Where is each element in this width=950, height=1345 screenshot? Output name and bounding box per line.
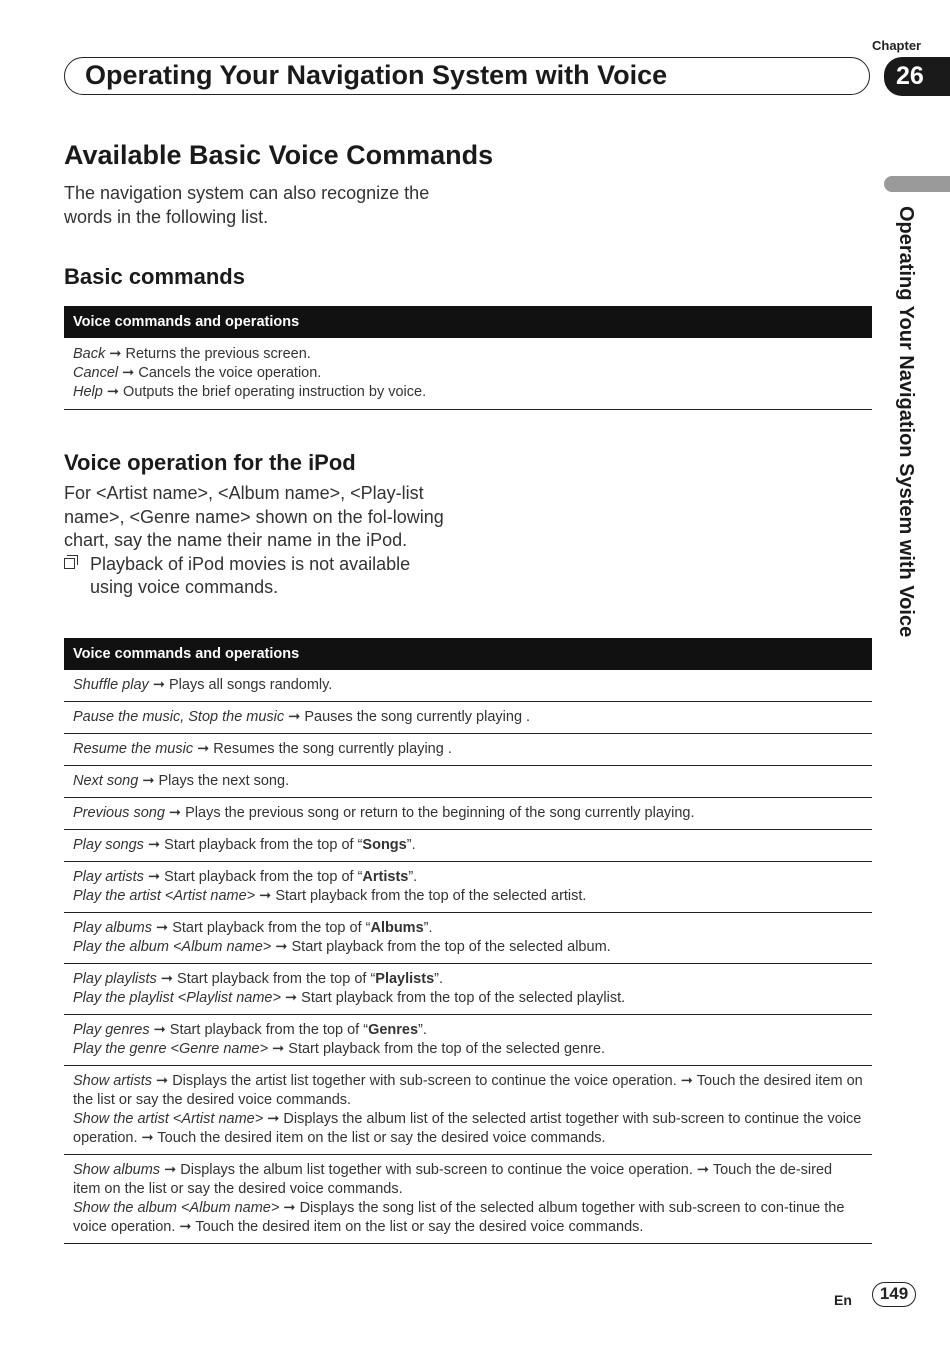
chapter-title-banner: Operating Your Navigation System with Voice [64,57,870,95]
command-line [73,887,863,906]
command-description: Start playback from the top of the selected genre. [288,1041,606,1057]
arrow-icon: ➞ [122,365,135,381]
arrow-icon: ➞ [164,1162,177,1178]
table-row [64,734,872,766]
command-name: Show albums [73,1162,161,1178]
arrow-icon: ➞ [156,1073,169,1089]
command-name: Resume the music [73,741,194,757]
note-text: Playback of iPod movies is not available using voice commands. [90,553,411,598]
command-line [73,676,863,695]
command-description: Plays the previous song or return to the beginning of the song currently playing. [185,805,695,821]
table-row [64,702,872,734]
command-line [73,989,863,1008]
basic-commands-table [64,306,872,410]
table-row [64,670,872,702]
table-row [64,1066,872,1155]
ipod-intro-block [64,482,454,600]
arrow-icon: ➞ [267,1111,280,1127]
command-line [73,868,863,887]
arrow-icon: ➞ [142,773,155,789]
menu-name-bold: Songs [362,837,407,853]
table-header: Voice commands and operations [64,306,872,338]
command-description: Start playback from the top of “ [164,837,363,853]
command-name: Play albums [73,920,152,936]
arrow-icon: ➞ [152,677,165,693]
arrow-icon: ➞ [275,939,288,955]
language-label: En [834,1292,852,1308]
command-name: Help [73,384,103,400]
command-name: Back [73,346,106,362]
command-description: Start playback from the top of the selected album. [291,939,611,955]
command-line [73,1021,863,1040]
command-name: Previous song [73,805,165,821]
command-description: Plays the next song. [158,773,290,789]
table-row [64,338,872,410]
command-line [73,804,863,823]
description-suffix: ”. [406,837,416,853]
arrow-icon: ➞ [156,920,169,936]
command-line [73,970,863,989]
command-description: Plays all songs randomly. [169,677,333,693]
command-line [73,740,863,759]
section-title: Available Basic Voice Commands [64,140,494,170]
table-row [64,1015,872,1066]
command-name: Play the album <Album name> [73,939,272,955]
section-intro: The navigation system can also recognize the words in the following list. [64,183,430,227]
arrow-icon: ➞ [147,837,161,853]
arrow-icon: ➞ [147,869,161,885]
table-row [64,913,872,964]
command-name: Play the playlist <Playlist name> [73,990,281,1006]
command-name: Play songs [73,837,144,853]
table-row [64,766,872,798]
command-name: Show the artist <Artist name> [73,1111,264,1127]
command-line [73,1040,863,1059]
command-description: Cancels the voice operation. [138,365,322,381]
command-line [73,1110,863,1148]
description-suffix: ”. [434,971,443,987]
command-description: Resumes the song currently playing . [213,741,452,757]
command-description: Displays the artist list together with sub-screen to continue the voice operation. ➞ Touch the desired item on the list or say the desired voice commands. [73,1073,863,1108]
command-description: Start playback from the top of “ [177,971,376,987]
command-line [73,1161,863,1199]
chapter-label: Chapter [872,38,922,53]
command-description: Outputs the brief operating instruction by voice. [123,384,427,400]
checkbox-note-icon [64,558,75,569]
side-chapter-title: Operating Your Navigation System with Voice [895,206,917,638]
command-line [73,836,863,855]
command-line [73,1072,863,1110]
command-name: Show the album <Album name> [73,1200,280,1216]
ipod-intro-text: For <Artist name>, <Album name>, <Play-list name>, <Genre name> shown on the fol-lowing chart, say the name their name in the iPod. [64,483,444,551]
arrow-icon: ➞ [160,971,173,987]
command-description: Start playback from the top of “ [164,869,363,885]
command-name: Next song [73,773,139,789]
command-description: Pauses the song currently playing . [304,709,531,725]
note-item [64,553,454,600]
command-description: Start playback from the top of the selected playlist. [301,990,626,1006]
arrow-icon: ➞ [272,1041,285,1057]
command-name: Play the genre <Genre name> [73,1041,269,1057]
ipod-rows [64,670,872,1244]
chapter-number-badge: 26 [884,57,950,96]
command-line [73,383,863,402]
command-name: Pause the music, Stop the music [73,709,285,725]
menu-name-bold: Playlists [375,971,435,987]
arrow-icon: ➞ [153,1022,166,1038]
arrow-icon: ➞ [106,384,120,400]
command-name: Show artists [73,1073,152,1089]
ipod-commands-table [64,638,872,1244]
table-row [64,1155,872,1244]
command-line [73,364,863,383]
side-tab-marker [884,176,950,192]
command-description: Start playback from the top of the selected artist. [275,888,587,904]
command-description: Start playback from the top of “ [172,920,371,936]
arrow-icon: ➞ [197,741,210,757]
basic-commands-heading: Basic commands [64,264,245,289]
menu-name-bold: Artists [362,869,409,885]
arrow-icon: ➞ [109,346,122,362]
table-row [64,830,872,862]
command-name: Play artists [73,869,144,885]
description-suffix: ”. [408,869,418,885]
arrow-icon: ➞ [259,888,272,904]
menu-name-bold: Genres [368,1022,419,1038]
command-name: Play genres [73,1022,150,1038]
arrow-icon: ➞ [284,990,298,1006]
page-number: 149 [872,1282,916,1307]
command-line [73,772,863,791]
command-description: Displays the album list together with sub-screen to continue the voice operation. ➞ Touch the de-sired item on the list or say the desired voice commands. [73,1162,833,1197]
description-suffix: ”. [423,920,433,936]
command-name: Shuffle play [73,677,149,693]
command-line [73,1199,863,1237]
command-name: Cancel [73,365,119,381]
command-name: Play playlists [73,971,157,987]
table-row [64,862,872,913]
arrow-icon: ➞ [288,709,301,725]
command-description: Returns the previous screen. [125,346,311,362]
command-line [73,919,863,938]
command-line [73,345,863,364]
ipod-heading: Voice operation for the iPod [64,450,356,475]
table-header: Voice commands and operations [64,638,872,670]
command-name: Play the artist <Artist name> [73,888,256,904]
menu-name-bold: Albums [370,920,424,936]
table-row [64,964,872,1015]
command-description: Displays the album list of the selected artist together with sub-screen to continue the voice operation. ➞ Touch the desired item on the list or say the desired voice commands. [73,1111,862,1146]
arrow-icon: ➞ [283,1200,296,1216]
description-suffix: ”. [418,1022,427,1038]
command-line [73,938,863,957]
arrow-icon: ➞ [168,805,182,821]
table-row [64,798,872,830]
command-description: Start playback from the top of “ [169,1022,369,1038]
command-description: Displays the song list of the selected album together with sub-screen to con-tinue the voice operation. ➞ Touch the desired item on the list or say the desired voice commands. [73,1200,845,1235]
command-line [73,708,863,727]
